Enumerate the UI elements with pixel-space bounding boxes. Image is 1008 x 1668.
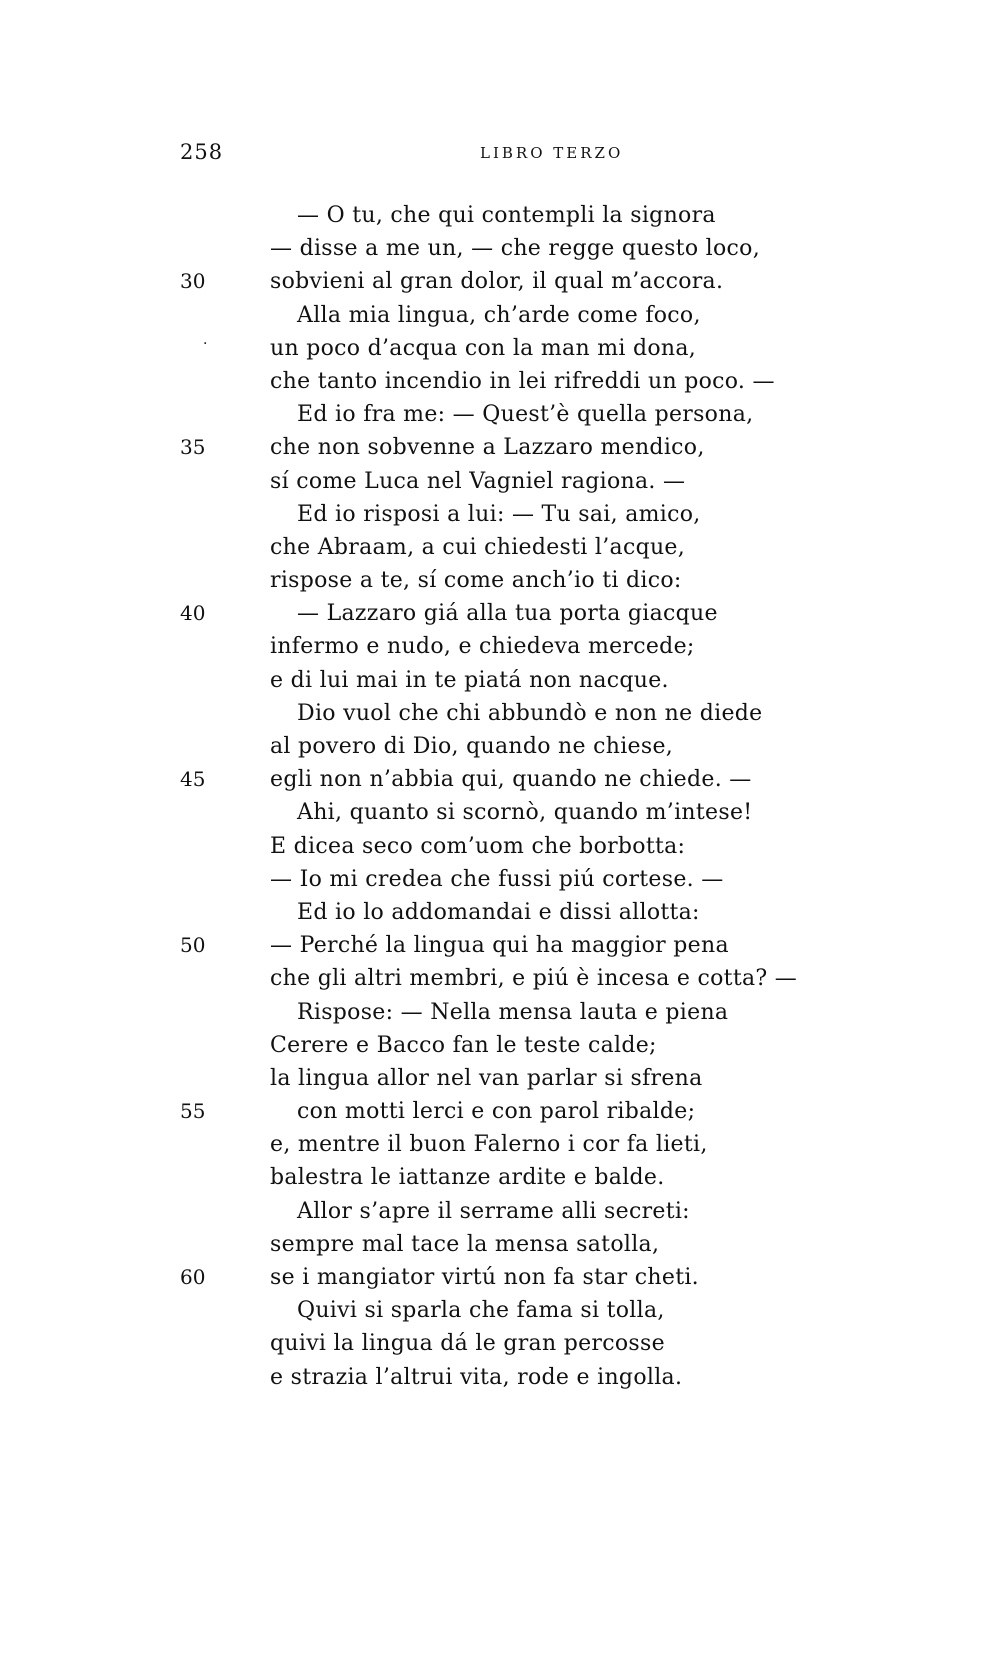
verse-text: Ed io fra me: — Quest’è quella persona, [297,402,754,428]
running-title: LIBRO TERZO [480,144,624,162]
verse-line [180,1361,860,1394]
verse-text: Allor s’apre il serrame alli secreti: [297,1198,690,1224]
verse-text: al povero di Dio, quando ne chiese, [270,734,674,759]
line-number: 60 [180,1265,206,1289]
verse-text: che tanto incendio in lei rifreddi un poco. — [270,368,775,394]
verse-line [180,962,860,995]
verse-text: Ahi, quanto si scornò, quando m’intese! [297,800,753,826]
verse-line [180,299,860,332]
verse-line [180,929,860,962]
verse-text: Dio vuol che chi abbundò e non ne diede [297,700,763,726]
verse-line [180,763,860,796]
verse-text: se i mangiator virtú non fa star cheti. [270,1265,699,1290]
verse-text: E dicea seco com’uom che borbotta: [270,833,686,859]
line-number: 30 [180,269,206,294]
verse-text: infermo e nudo, e chiedeva mercede; [270,634,695,660]
verse-line [180,1195,860,1228]
verse-text: sempre mal tace la mensa satolla, [270,1231,660,1257]
line-number: 40 [180,601,206,626]
verse-text: rispose a te, sí come anch’io ti dico: [270,568,682,594]
verse-line [180,199,860,232]
verse-text: che gli altri membri, e piú è incesa e cotta? — [270,966,798,992]
verse-line [180,1095,860,1128]
verse-line [180,697,860,730]
verse-line [180,730,860,763]
verse-text: — Io mi credea che fussi piú cortese. — [270,866,724,892]
verse-line [180,564,860,597]
verse-line [180,232,860,265]
verse-line [180,365,860,398]
verse-text: Alla mia lingua, ch’arde come foco, [297,302,701,328]
verse-line [180,431,860,464]
verse-text: balestra le iattanze ardite e balde. [270,1165,665,1191]
verse-text: — O tu, che qui contempli la signora [297,203,716,228]
verse-line [180,1294,860,1327]
verse-line [180,1161,860,1194]
verse-text: un poco d’acqua con la man mi dona, [270,335,697,361]
verse-text: Ed io risposi a lui: — Tu sai, amico, [297,501,701,527]
verse-text: — disse a me un, — che regge questo loco, [270,236,761,262]
verse-text: e di lui mai in te piatá non nacque. [270,667,669,693]
verse-text: e strazia l’altrui vita, rode e ingolla. [270,1364,683,1390]
line-number: 55 [180,1099,206,1124]
verse-text: che Abraam, a cui chiedesti l’acque, [270,534,686,560]
verse-line [180,664,860,697]
verse-text: con motti lerci e con parol ribalde; [297,1099,696,1125]
verse-line [180,863,860,896]
poem-body [180,199,860,1394]
verse-text: Ed io lo addomandai e dissi allotta: [297,899,700,925]
verse-line [180,830,860,863]
verse-line [180,332,860,365]
page-header [180,140,820,170]
verse-line [180,498,860,531]
verse-line [180,1228,860,1261]
verse-text: Rispose: — Nella mensa lauta e piena [297,999,729,1025]
verse-line [180,465,860,498]
verse-text: e, mentre il buon Falerno i cor fa lieti, [270,1132,708,1158]
line-number: 45 [180,767,206,792]
verse-text: — Perché la lingua qui ha maggior pena [270,933,729,959]
verse-line [180,630,860,663]
verse-text: quivi la lingua dá le gran percosse [270,1331,665,1357]
verse-text: sí come Luca nel Vagniel ragiona. — [270,468,686,494]
verse-text: egli non n’abbia qui, quando ne chiede. — [270,767,752,793]
verse-text: che non sobvenne a Lazzaro mendico, [270,435,705,461]
verse-line [180,1261,860,1294]
verse-line [180,531,860,564]
stray-mark: · [203,335,208,352]
verse-text: la lingua allor nel van parlar si sfrena [270,1065,703,1091]
verse-text: Cerere e Bacco fan le teste calde; [270,1032,657,1058]
verse-text: — Lazzaro giá alla tua porta giacque [297,601,718,627]
verse-text: Quivi si sparla che fama si tolla, [297,1298,665,1324]
verse-line [180,1062,860,1095]
verse-line [180,1029,860,1062]
verse-line [180,1128,860,1161]
verse-line [180,265,860,298]
verse-line [180,796,860,829]
verse-text: sobvieni al gran dolor, il qual m’accora. [270,269,724,295]
verse-line [180,1327,860,1360]
page-number: 258 [180,140,224,164]
verse-line [180,597,860,630]
line-number: 35 [180,435,206,460]
verse-line [180,996,860,1029]
verse-line [180,398,860,431]
line-number: 50 [180,933,206,958]
verse-line [180,896,860,929]
